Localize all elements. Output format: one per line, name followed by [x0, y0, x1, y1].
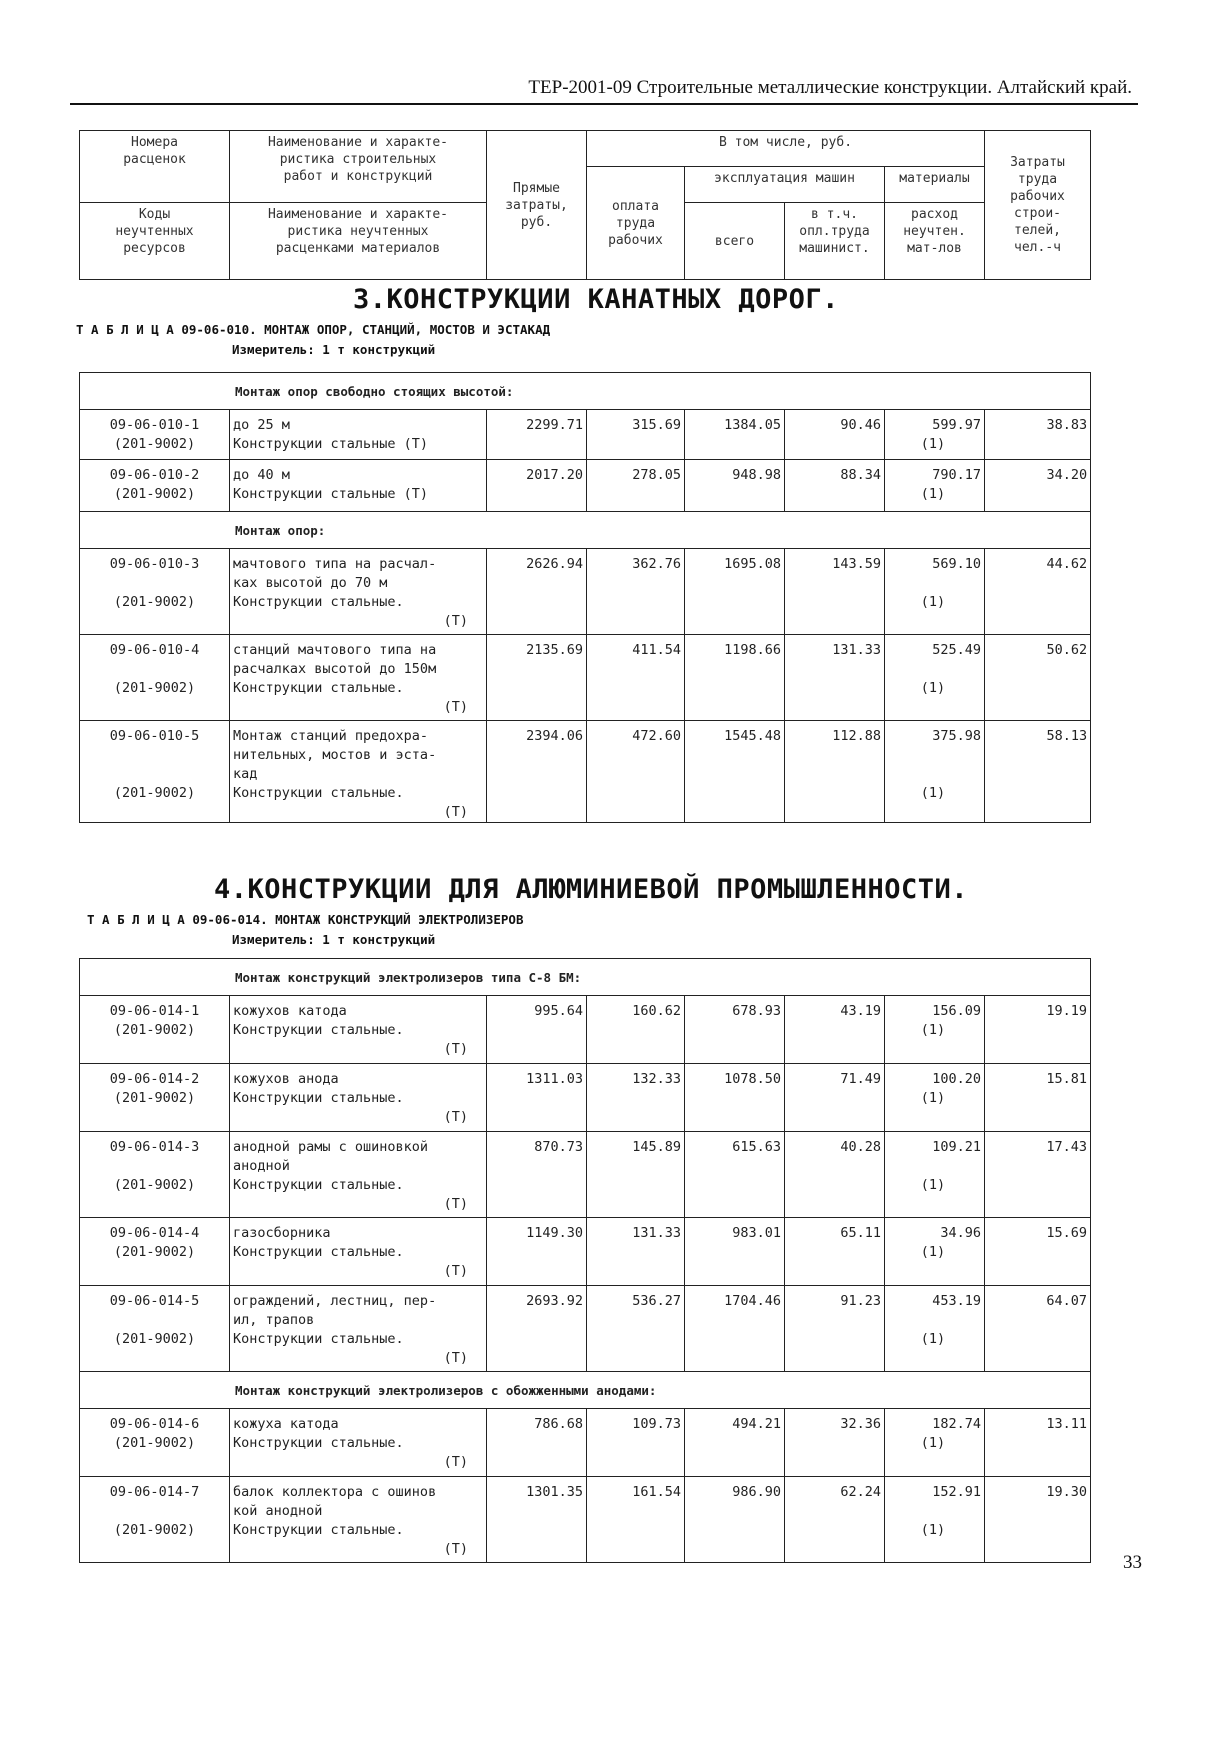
- direct-cost: 2135.69: [487, 635, 587, 721]
- header-resource-code: Коды неучтенных ресурсов: [80, 203, 230, 280]
- work-name-line: до 40 м: [233, 467, 290, 483]
- rate-code-cell: [80, 1477, 230, 1563]
- materials-cost: 525.49: [932, 642, 981, 658]
- work-name-line: Конструкции стальные.: [233, 1244, 404, 1260]
- work-name-cell: [230, 1409, 487, 1477]
- unit-label: (Т): [443, 1196, 468, 1212]
- operator-pay: 62.24: [785, 1477, 885, 1563]
- work-name-line: до 25 м: [233, 417, 290, 433]
- work-name-line: кожухов катода: [233, 1003, 347, 1019]
- direct-cost: 2299.71: [487, 410, 587, 460]
- work-name-line: Монтаж станций предохра-: [233, 728, 429, 744]
- machines-total: 615.63: [685, 1132, 785, 1218]
- labor-hours: 13.11: [985, 1409, 1091, 1477]
- group-title: Монтаж конструкций электролизеров с обожженными анодами:: [80, 1372, 1091, 1409]
- resource-code: (201-9002): [113, 785, 196, 801]
- group-title: Монтаж опор:: [80, 512, 1091, 549]
- material-use: (1): [920, 1244, 946, 1260]
- worker-pay: 109.73: [587, 1409, 685, 1477]
- resource-code: (201-9002): [113, 594, 196, 610]
- labor-hours: 50.62: [985, 635, 1091, 721]
- machines-total: 948.98: [685, 460, 785, 512]
- rate-code: 09-06-014-3: [109, 1139, 200, 1155]
- operator-pay: 32.36: [785, 1409, 885, 1477]
- labor-hours: 34.20: [985, 460, 1091, 512]
- material-use: (1): [920, 1177, 946, 1193]
- work-name-line: кад: [233, 766, 258, 782]
- operator-pay: 131.33: [785, 635, 885, 721]
- work-name-line: ограждений, лестниц, пер-: [233, 1293, 437, 1309]
- table-09-06-010-caption: Т А Б Л И Ц А 09-06-010. МОНТАЖ ОПОР, СТАНЦИЙ, МОСТОВ И ЭСТАКАД: [76, 322, 551, 337]
- material-use: (1): [920, 594, 946, 610]
- work-name-line: Конструкции стальные.: [233, 1090, 404, 1106]
- work-name-line: анодной: [233, 1158, 290, 1174]
- work-name-cell: [230, 1477, 487, 1563]
- machines-total: 1078.50: [685, 1064, 785, 1132]
- document-title: ТЕР-2001-09 Строительные металлические конструкции. Алтайский край.: [528, 77, 1132, 98]
- work-name-line: Конструкции стальные.: [233, 1435, 404, 1451]
- work-name-line: расчалках высотой до 150м: [233, 661, 437, 677]
- work-name-cell: [230, 1064, 487, 1132]
- operator-pay: 91.23: [785, 1286, 885, 1372]
- rate-code-cell: [80, 410, 230, 460]
- header-machines-total: всего: [685, 203, 785, 280]
- header-direct-costs: Прямые затраты, руб.: [487, 131, 587, 280]
- rate-code: 09-06-014-7: [109, 1484, 200, 1500]
- table-09-06-014-caption: Т А Б Л И Ц А 09-06-014. МОНТАЖ КОНСТРУКЦИЙ ЭЛЕКТРОЛИЗЕРОВ: [87, 912, 524, 927]
- work-name-cell: [230, 1286, 487, 1372]
- work-name-line: Конструкции стальные.: [233, 1022, 404, 1038]
- materials-cost: 569.10: [932, 556, 981, 572]
- materials-cost: 100.20: [932, 1071, 981, 1087]
- work-name-cell: [230, 460, 487, 512]
- rate-code: 09-06-010-4: [109, 642, 200, 658]
- worker-pay: 536.27: [587, 1286, 685, 1372]
- work-name-line: Конструкции стальные.: [233, 594, 404, 610]
- table-row: [80, 1477, 1091, 1563]
- header-code: Номера расценок: [80, 131, 230, 203]
- operator-pay: 43.19: [785, 996, 885, 1064]
- work-name-line: Конструкции стальные (Т): [233, 486, 429, 502]
- worker-pay: 472.60: [587, 721, 685, 823]
- group-row: [80, 1372, 1091, 1409]
- header-operator-pay: в т.ч. опл.труда машинист.: [785, 203, 885, 280]
- direct-cost: 786.68: [487, 1409, 587, 1477]
- machines-total: 678.93: [685, 996, 785, 1064]
- resource-code: (201-9002): [113, 1331, 196, 1347]
- materials-cell: [885, 721, 985, 823]
- header-name: Наименование и характе- ристика строительных работ и конструкций: [230, 131, 487, 203]
- worker-pay: 362.76: [587, 549, 685, 635]
- direct-cost: 2693.92: [487, 1286, 587, 1372]
- header-machines: эксплуатация машин: [685, 167, 885, 203]
- rate-code: 09-06-010-3: [109, 556, 200, 572]
- work-name-line: Конструкции стальные.: [233, 680, 404, 696]
- operator-pay: 112.88: [785, 721, 885, 823]
- table-row: [80, 549, 1091, 635]
- unit-label: (Т): [443, 804, 468, 820]
- table-row: [80, 1218, 1091, 1286]
- group-title: Монтаж опор свободно стоящих высотой:: [80, 373, 1091, 410]
- direct-cost: 2626.94: [487, 549, 587, 635]
- work-name-line: ил, трапов: [233, 1312, 315, 1328]
- page-number: 33: [1123, 1552, 1142, 1573]
- labor-hours: 15.81: [985, 1064, 1091, 1132]
- materials-cost: 109.21: [932, 1139, 981, 1155]
- material-use: (1): [920, 1022, 946, 1038]
- worker-pay: 278.05: [587, 460, 685, 512]
- unit-label: (Т): [443, 613, 468, 629]
- worker-pay: 131.33: [587, 1218, 685, 1286]
- operator-pay: 143.59: [785, 549, 885, 635]
- header-worker-pay: оплата труда рабочих: [587, 167, 685, 280]
- materials-cost: 156.09: [932, 1003, 981, 1019]
- section-3-title: 3.КОНСТРУКЦИИ КАНАТНЫХ ДОРОГ.: [353, 284, 839, 315]
- resource-code: (201-9002): [113, 680, 196, 696]
- work-name-cell: [230, 549, 487, 635]
- materials-cost: 152.91: [932, 1484, 981, 1500]
- group-row: [80, 959, 1091, 996]
- rate-code-cell: [80, 1409, 230, 1477]
- labor-hours: 58.13: [985, 721, 1091, 823]
- material-use: (1): [920, 1331, 946, 1347]
- group-row: [80, 373, 1091, 410]
- table-row: [80, 1064, 1091, 1132]
- materials-cell: [885, 410, 985, 460]
- rate-code: 09-06-014-2: [109, 1071, 200, 1087]
- material-use: (1): [920, 1435, 946, 1451]
- table-row: [80, 410, 1091, 460]
- work-name-cell: [230, 635, 487, 721]
- unit-label: (Т): [443, 1041, 468, 1057]
- rate-code-cell: [80, 1286, 230, 1372]
- resource-code: (201-9002): [113, 1522, 196, 1538]
- machines-total: 1704.46: [685, 1286, 785, 1372]
- materials-cell: [885, 1477, 985, 1563]
- rate-code-cell: [80, 635, 230, 721]
- column-header-table: [79, 130, 1091, 280]
- table-09-06-010-measure: Измеритель: 1 т конструкций: [232, 342, 436, 357]
- rate-code-cell: [80, 549, 230, 635]
- worker-pay: 132.33: [587, 1064, 685, 1132]
- materials-cell: [885, 549, 985, 635]
- work-name-line: Конструкции стальные.: [233, 1331, 404, 1347]
- rate-code: 09-06-014-5: [109, 1293, 200, 1309]
- operator-pay: 71.49: [785, 1064, 885, 1132]
- machines-total: 1695.08: [685, 549, 785, 635]
- machines-total: 1198.66: [685, 635, 785, 721]
- resource-code: (201-9002): [113, 1244, 196, 1260]
- work-name-line: Конструкции стальные.: [233, 1522, 404, 1538]
- section-4-title: 4.КОНСТРУКЦИИ ДЛЯ АЛЮМИНИЕВОЙ ПРОМЫШЛЕННОСТИ.: [214, 874, 968, 905]
- machines-total: 1384.05: [685, 410, 785, 460]
- work-name-line: нительных, мостов и эста-: [233, 747, 437, 763]
- group-title: Монтаж конструкций электролизеров типа С-8 БМ:: [80, 959, 1091, 996]
- worker-pay: 161.54: [587, 1477, 685, 1563]
- unit-label: (Т): [443, 1454, 468, 1470]
- material-use: (1): [920, 785, 946, 801]
- direct-cost: 2017.20: [487, 460, 587, 512]
- operator-pay: 65.11: [785, 1218, 885, 1286]
- materials-cost: 453.19: [932, 1293, 981, 1309]
- table-09-06-010: [79, 372, 1091, 823]
- rate-code: 09-06-014-4: [109, 1225, 200, 1241]
- work-name-cell: [230, 1132, 487, 1218]
- work-name-cell: [230, 410, 487, 460]
- table-row: [80, 460, 1091, 512]
- unit-label: (Т): [443, 1263, 468, 1279]
- resource-code: (201-9002): [113, 436, 196, 452]
- worker-pay: 315.69: [587, 410, 685, 460]
- work-name-line: кожуха катода: [233, 1416, 339, 1432]
- rate-code: 09-06-010-5: [109, 728, 200, 744]
- header-materials: материалы: [885, 167, 985, 203]
- labor-hours: 19.19: [985, 996, 1091, 1064]
- machines-total: 983.01: [685, 1218, 785, 1286]
- direct-cost: 1301.35: [487, 1477, 587, 1563]
- header-including: В том числе, руб.: [587, 131, 985, 167]
- materials-cell: [885, 635, 985, 721]
- labor-hours: 19.30: [985, 1477, 1091, 1563]
- header-material-name: Наименование и характе- ристика неучтенных расценками материалов: [230, 203, 487, 280]
- machines-total: 494.21: [685, 1409, 785, 1477]
- work-name-line: кой анодной: [233, 1503, 323, 1519]
- labor-hours: 64.07: [985, 1286, 1091, 1372]
- table-row: [80, 635, 1091, 721]
- unit-label: (Т): [443, 1541, 468, 1557]
- table-row: [80, 1409, 1091, 1477]
- operator-pay: 90.46: [785, 410, 885, 460]
- work-name-line: Конструкции стальные.: [233, 1177, 404, 1193]
- header-material-use: расход неучтен. мат-лов: [885, 203, 985, 280]
- operator-pay: 40.28: [785, 1132, 885, 1218]
- resource-code: (201-9002): [113, 1177, 196, 1193]
- page-header: [70, 75, 1138, 105]
- direct-cost: 995.64: [487, 996, 587, 1064]
- work-name-line: ках высотой до 70 м: [233, 575, 388, 591]
- work-name-line: Конструкции стальные (Т): [233, 436, 429, 452]
- machines-total: 986.90: [685, 1477, 785, 1563]
- rate-code-cell: [80, 996, 230, 1064]
- labor-hours: 44.62: [985, 549, 1091, 635]
- rate-code: 09-06-014-6: [109, 1416, 200, 1432]
- material-use: (1): [920, 486, 946, 502]
- worker-pay: 411.54: [587, 635, 685, 721]
- rate-code: 09-06-010-2: [109, 467, 200, 483]
- machines-total: 1545.48: [685, 721, 785, 823]
- materials-cost: 790.17: [932, 467, 981, 483]
- materials-cell: [885, 460, 985, 512]
- unit-label: (Т): [443, 1350, 468, 1366]
- rate-code-cell: [80, 1064, 230, 1132]
- resource-code: (201-9002): [113, 1090, 196, 1106]
- work-name-cell: [230, 721, 487, 823]
- resource-code: (201-9002): [113, 1022, 196, 1038]
- material-use: (1): [920, 680, 946, 696]
- rate-code-cell: [80, 460, 230, 512]
- direct-cost: 1149.30: [487, 1218, 587, 1286]
- direct-cost: 870.73: [487, 1132, 587, 1218]
- table-row: [80, 1132, 1091, 1218]
- materials-cell: [885, 1409, 985, 1477]
- work-name-line: балок коллектора с ошинов: [233, 1484, 437, 1500]
- labor-hours: 38.83: [985, 410, 1091, 460]
- unit-label: (Т): [443, 699, 468, 715]
- table-row: [80, 996, 1091, 1064]
- materials-cell: [885, 1132, 985, 1218]
- header-labor-hours: Затраты труда рабочих строи- телей, чел.-ч: [985, 131, 1091, 280]
- work-name-line: Конструкции стальные.: [233, 785, 404, 801]
- table-09-06-014: [79, 958, 1091, 1563]
- table-09-06-014-measure: Измеритель: 1 т конструкций: [232, 932, 436, 947]
- work-name-line: мачтового типа на расчал-: [233, 556, 437, 572]
- materials-cell: [885, 1218, 985, 1286]
- work-name-line: газосборника: [233, 1225, 331, 1241]
- materials-cost: 182.74: [932, 1416, 981, 1432]
- table-row: [80, 1286, 1091, 1372]
- work-name-line: станций мачтового типа на: [233, 642, 437, 658]
- resource-code: (201-9002): [113, 486, 196, 502]
- rate-code-cell: [80, 721, 230, 823]
- group-row: [80, 512, 1091, 549]
- material-use: (1): [920, 1090, 946, 1106]
- materials-cost: 375.98: [932, 728, 981, 744]
- materials-cell: [885, 1286, 985, 1372]
- rate-code-cell: [80, 1132, 230, 1218]
- work-name-cell: [230, 1218, 487, 1286]
- table-row: [80, 721, 1091, 823]
- work-name-line: кожухов анода: [233, 1071, 339, 1087]
- materials-cost: 599.97: [932, 417, 981, 433]
- labor-hours: 17.43: [985, 1132, 1091, 1218]
- unit-label: (Т): [443, 1109, 468, 1125]
- work-name-cell: [230, 996, 487, 1064]
- material-use: (1): [920, 1522, 946, 1538]
- labor-hours: 15.69: [985, 1218, 1091, 1286]
- rate-code-cell: [80, 1218, 230, 1286]
- rate-code: 09-06-014-1: [109, 1003, 200, 1019]
- work-name-line: анодной рамы с ошиновкой: [233, 1139, 429, 1155]
- materials-cell: [885, 996, 985, 1064]
- worker-pay: 145.89: [587, 1132, 685, 1218]
- material-use: (1): [920, 436, 946, 452]
- operator-pay: 88.34: [785, 460, 885, 512]
- rate-code: 09-06-010-1: [109, 417, 200, 433]
- resource-code: (201-9002): [113, 1435, 196, 1451]
- direct-cost: 1311.03: [487, 1064, 587, 1132]
- materials-cell: [885, 1064, 985, 1132]
- materials-cost: 34.96: [940, 1225, 981, 1241]
- worker-pay: 160.62: [587, 996, 685, 1064]
- direct-cost: 2394.06: [487, 721, 587, 823]
